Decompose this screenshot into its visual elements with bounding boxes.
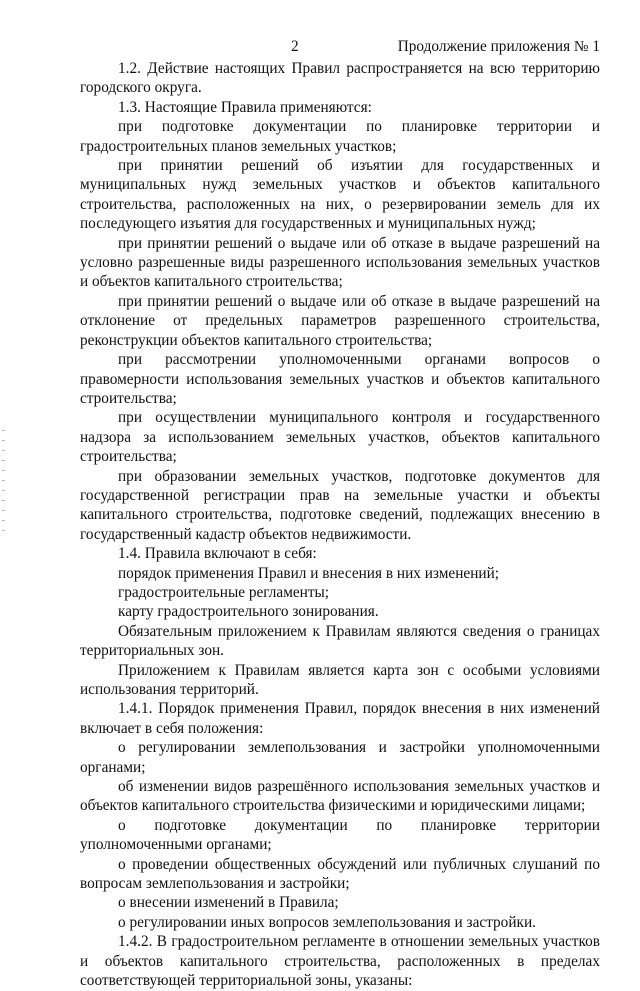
page-number: 2 [291, 38, 299, 55]
paragraph-1-4-2: 1.4.2. В градостроительном регламенте в отношении земельных участков и объектов капитального строительства, расположенных в пределах соответствующей территориальной зоны, указаны: [80, 933, 600, 990]
paragraph-1-3: 1.3. Настоящие Правила применяются: [118, 98, 372, 116]
paragraph-mandatory-appendix: Обязательным приложением к Правилам являются сведения о границах территориальных зон. [80, 622, 600, 660]
paragraph-planning-bodies: о подготовке документации по планировке территории уполномоченными органами; [80, 816, 600, 854]
paragraph-control: при осуществлении муниципального контроля и государственного надзора за использованием земельных участков, объектов капитального строительства; [80, 409, 600, 466]
paragraph-deviation: при принятии решений о выдаче или об отказе в выдаче разрешений на отклонение от предельных параметров разрешенного строительства, реконструкции объектов капитального строительства; [80, 292, 600, 349]
document-body [80, 59, 600, 991]
paragraph-1-4: 1.4. Правила включают в себя: [118, 545, 317, 563]
paragraph-procedure: порядок применения Правил и внесения в них изменений; [118, 564, 500, 582]
paragraph-conditional-use: при принятии решений о выдаче или об отказе в выдаче разрешений на условно разрешенные виды разрешенного использования земельных участков и объектов капитального строительства; [80, 234, 600, 291]
paragraph-other-issues: о регулировании иных вопросов землепользования и застройки. [118, 913, 536, 931]
page-header [0, 38, 640, 58]
paragraph-amendments: о внесении изменений в Правила; [118, 894, 339, 912]
appendix-continuation-note: Продолжение приложения № 1 [397, 38, 600, 55]
paragraph-use-change: об изменении видов разрешённого использования земельных участков и объектов капитального строительства физическими и юридическими лицами; [80, 778, 600, 815]
paragraph-planning-docs: при подготовке документации по планировке территории и градостроительных планов земельных участков; [80, 118, 600, 155]
paragraph-1-4-1: 1.4.1. Порядок применения Правил, порядок внесения в них изменений включает в себя положения: [80, 700, 600, 737]
paragraph-appendix-map: Приложением к Правилам является карта зон с особыми условиями использования территорий. [80, 661, 600, 698]
paragraph-1-2: 1.2. Действие настоящих Правил распространяется на всю территорию городского округа. [80, 60, 600, 97]
paragraph-zoning-map: карту градостроительного зонирования. [118, 603, 379, 621]
paragraph-legality-review: при рассмотрении уполномоченными органами вопросов о правомерности использования земельных участков и объектов капитального строительства; [80, 351, 600, 407]
paragraph-hearings: о проведении общественных обсуждений или публичных слушаний по вопросам землепользования и застройки; [80, 855, 600, 893]
paragraph-regulations: градостроительные регламенты; [118, 583, 330, 601]
paragraph-regulation-bodies: о регулировании землепользования и застройки уполномоченными органами; [80, 739, 600, 776]
paragraph-seizure: при принятии решений об изъятии для государственных и муниципальных нужд земельных участков и объектов капитального строительства, расположенных на них, о резервировании земель для их последующего изъятия для государственных и муниципальных нужд; [80, 157, 600, 233]
margin-scan-marks [2, 430, 8, 540]
paragraph-land-formation: при образовании земельных участков, подготовке документов для государственной регистрации прав на земельные участки и объекты капитального строительства, подготовке сведений, подлежащих внесению в государственный кадастр объектов недвижимости. [80, 467, 600, 543]
